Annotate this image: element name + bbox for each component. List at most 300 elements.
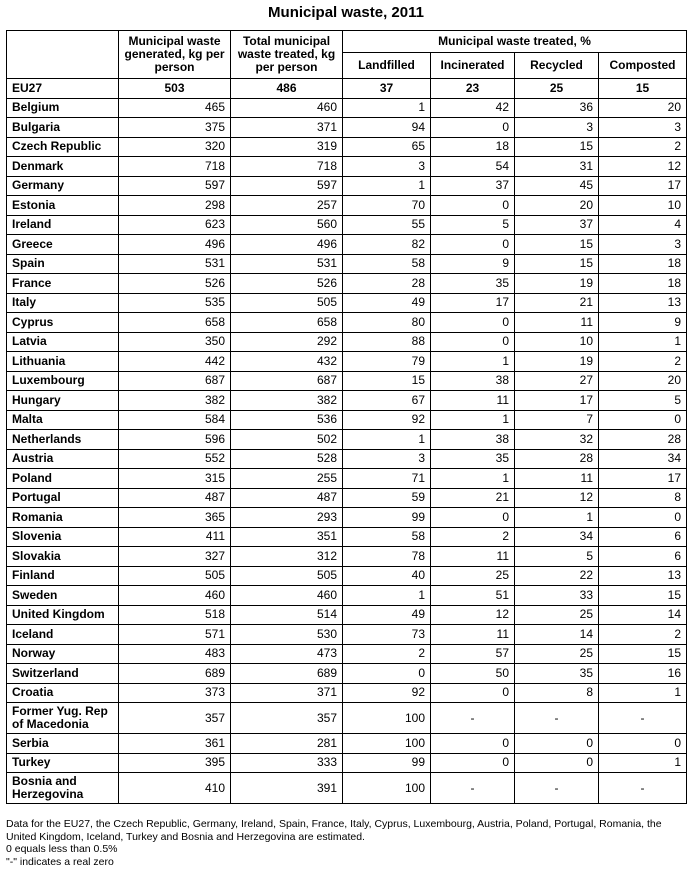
incinerated-cell: 11 (431, 547, 515, 567)
treated-cell: 658 (231, 313, 343, 333)
table-row (7, 753, 687, 773)
landfilled-cell: 71 (343, 469, 431, 489)
landfilled-cell: 99 (343, 508, 431, 528)
incinerated-cell: 17 (431, 293, 515, 313)
country-cell: Luxembourg (7, 371, 119, 391)
treated-cell: 528 (231, 449, 343, 469)
country-cell: Lithuania (7, 352, 119, 372)
generated-cell: 357 (119, 703, 231, 734)
landfilled-cell: 100 (343, 773, 431, 804)
generated-cell: 365 (119, 508, 231, 528)
landfilled-cell: 37 (343, 79, 431, 99)
table-row (7, 566, 687, 586)
table-row (7, 734, 687, 754)
composted-cell: 34 (599, 449, 687, 469)
table-row (7, 332, 687, 352)
footnotes (6, 818, 690, 868)
country-cell: Portugal (7, 488, 119, 508)
generated-cell: 465 (119, 98, 231, 118)
waste-table (6, 30, 687, 804)
country-cell: Czech Republic (7, 137, 119, 157)
recycled-cell: 45 (515, 176, 599, 196)
table-row (7, 488, 687, 508)
incinerated-cell: 5 (431, 215, 515, 235)
generated-cell: 596 (119, 430, 231, 450)
composted-cell: 1 (599, 753, 687, 773)
incinerated-cell: 1 (431, 469, 515, 489)
landfilled-cell: 73 (343, 625, 431, 645)
incinerated-cell: 0 (431, 734, 515, 754)
incinerated-cell: 23 (431, 79, 515, 99)
treated-cell: 257 (231, 196, 343, 216)
table-body (7, 79, 687, 804)
incinerated-cell: 21 (431, 488, 515, 508)
table-row (7, 664, 687, 684)
landfilled-cell: 0 (343, 664, 431, 684)
recycled-cell: 27 (515, 371, 599, 391)
generated-cell: 487 (119, 488, 231, 508)
composted-cell: 8 (599, 488, 687, 508)
footnote-estimated: Data for the EU27, the Czech Republic, Germany, Ireland, Spain, France, Italy, Cyprus, Luxembourg, Austria, Poland, Portugal, Romania, the United Kingdom, Iceland, Turkey and Bosnia and Herzegovina are estimated. (6, 818, 662, 843)
table-row (7, 605, 687, 625)
treated-cell: 382 (231, 391, 343, 411)
landfilled-cell: 1 (343, 586, 431, 606)
generated-cell: 518 (119, 605, 231, 625)
landfilled-cell: 79 (343, 352, 431, 372)
generated-cell: 483 (119, 644, 231, 664)
incinerated-cell: 12 (431, 605, 515, 625)
recycled-cell: 15 (515, 137, 599, 157)
landfilled-cell: 80 (343, 313, 431, 333)
landfilled-cell: 88 (343, 332, 431, 352)
country-cell: Bulgaria (7, 118, 119, 138)
incinerated-cell: 18 (431, 137, 515, 157)
table-row (7, 274, 687, 294)
treated-cell: 319 (231, 137, 343, 157)
table-row (7, 157, 687, 177)
header-composted: Composted (599, 53, 687, 79)
table-row (7, 98, 687, 118)
treated-cell: 432 (231, 352, 343, 372)
incinerated-cell: 9 (431, 254, 515, 274)
table-row (7, 527, 687, 547)
composted-cell: 2 (599, 625, 687, 645)
generated-cell: 411 (119, 527, 231, 547)
landfilled-cell: 15 (343, 371, 431, 391)
country-cell: Denmark (7, 157, 119, 177)
recycled-cell: 0 (515, 753, 599, 773)
landfilled-cell: 49 (343, 293, 431, 313)
treated-cell: 530 (231, 625, 343, 645)
generated-cell: 361 (119, 734, 231, 754)
country-cell: Finland (7, 566, 119, 586)
incinerated-cell: 0 (431, 235, 515, 255)
landfilled-cell: 2 (343, 644, 431, 664)
header-landfilled: Landfilled (343, 53, 431, 79)
composted-cell: 18 (599, 254, 687, 274)
table-row (7, 176, 687, 196)
landfilled-cell: 55 (343, 215, 431, 235)
landfilled-cell: 40 (343, 566, 431, 586)
recycled-cell: 15 (515, 254, 599, 274)
generated-cell: 395 (119, 753, 231, 773)
composted-cell: 17 (599, 176, 687, 196)
recycled-cell: 8 (515, 683, 599, 703)
header-treated: Total municipal waste treated, kg per person (231, 31, 343, 79)
country-cell: EU27 (7, 79, 119, 99)
treated-cell: 281 (231, 734, 343, 754)
composted-cell: 12 (599, 157, 687, 177)
treated-cell: 718 (231, 157, 343, 177)
composted-cell: - (599, 703, 687, 734)
composted-cell: 28 (599, 430, 687, 450)
composted-cell: 9 (599, 313, 687, 333)
recycled-cell: 25 (515, 79, 599, 99)
recycled-cell: 21 (515, 293, 599, 313)
country-cell: Ireland (7, 215, 119, 235)
landfilled-cell: 100 (343, 734, 431, 754)
table-row (7, 586, 687, 606)
incinerated-cell: 11 (431, 625, 515, 645)
footnote-dash: "-" indicates a real zero (6, 855, 114, 868)
landfilled-cell: 70 (343, 196, 431, 216)
treated-cell: 292 (231, 332, 343, 352)
incinerated-cell: 0 (431, 118, 515, 138)
generated-cell: 315 (119, 469, 231, 489)
treated-cell: 496 (231, 235, 343, 255)
composted-cell: 5 (599, 391, 687, 411)
table-row (7, 508, 687, 528)
generated-cell: 496 (119, 235, 231, 255)
country-cell: Cyprus (7, 313, 119, 333)
table-row (7, 547, 687, 567)
composted-cell: 18 (599, 274, 687, 294)
country-cell: Belgium (7, 98, 119, 118)
generated-cell: 350 (119, 332, 231, 352)
landfilled-cell: 3 (343, 449, 431, 469)
treated-cell: 333 (231, 753, 343, 773)
landfilled-cell: 99 (343, 753, 431, 773)
table-row (7, 137, 687, 157)
incinerated-cell: 0 (431, 332, 515, 352)
generated-cell: 460 (119, 586, 231, 606)
country-cell: United Kingdom (7, 605, 119, 625)
landfilled-cell: 49 (343, 605, 431, 625)
treated-cell: 502 (231, 430, 343, 450)
generated-cell: 535 (119, 293, 231, 313)
table-row (7, 215, 687, 235)
generated-cell: 531 (119, 254, 231, 274)
country-cell: Malta (7, 410, 119, 430)
country-cell: Sweden (7, 586, 119, 606)
treated-cell: 255 (231, 469, 343, 489)
composted-cell: 4 (599, 215, 687, 235)
table-row (7, 313, 687, 333)
recycled-cell: 31 (515, 157, 599, 177)
table-row (7, 449, 687, 469)
recycled-cell: 36 (515, 98, 599, 118)
treated-cell: 487 (231, 488, 343, 508)
landfilled-cell: 92 (343, 683, 431, 703)
generated-cell: 526 (119, 274, 231, 294)
composted-cell: 17 (599, 469, 687, 489)
composted-cell: 0 (599, 410, 687, 430)
composted-cell: 1 (599, 683, 687, 703)
country-cell: Austria (7, 449, 119, 469)
incinerated-cell: 1 (431, 352, 515, 372)
generated-cell: 623 (119, 215, 231, 235)
generated-cell: 327 (119, 547, 231, 567)
incinerated-cell: 2 (431, 527, 515, 547)
header-incinerated: Incinerated (431, 53, 515, 79)
incinerated-cell: 11 (431, 391, 515, 411)
generated-cell: 552 (119, 449, 231, 469)
recycled-cell: 3 (515, 118, 599, 138)
table-row (7, 773, 687, 804)
generated-cell: 689 (119, 664, 231, 684)
incinerated-cell: - (431, 703, 515, 734)
header-treated-percent: Municipal waste treated, % (343, 31, 687, 53)
treated-cell: 460 (231, 98, 343, 118)
treated-cell: 514 (231, 605, 343, 625)
treated-cell: 460 (231, 586, 343, 606)
country-cell: Turkey (7, 753, 119, 773)
page-title: Municipal waste, 2011 (268, 4, 424, 21)
composted-cell: 20 (599, 371, 687, 391)
incinerated-cell: 50 (431, 664, 515, 684)
landfilled-cell: 1 (343, 430, 431, 450)
generated-cell: 584 (119, 410, 231, 430)
incinerated-cell: - (431, 773, 515, 804)
table-row (7, 683, 687, 703)
treated-cell: 473 (231, 644, 343, 664)
country-cell: Croatia (7, 683, 119, 703)
country-cell: Netherlands (7, 430, 119, 450)
recycled-cell: 19 (515, 352, 599, 372)
composted-cell: 0 (599, 508, 687, 528)
generated-cell: 718 (119, 157, 231, 177)
recycled-cell: 11 (515, 313, 599, 333)
incinerated-cell: 57 (431, 644, 515, 664)
recycled-cell: 11 (515, 469, 599, 489)
country-cell: Italy (7, 293, 119, 313)
table-row (7, 352, 687, 372)
composted-cell: 15 (599, 586, 687, 606)
country-cell: Slovakia (7, 547, 119, 567)
landfilled-cell: 58 (343, 527, 431, 547)
landfilled-cell: 58 (343, 254, 431, 274)
landfilled-cell: 1 (343, 176, 431, 196)
landfilled-cell: 78 (343, 547, 431, 567)
landfilled-cell: 67 (343, 391, 431, 411)
country-cell: Estonia (7, 196, 119, 216)
treated-cell: 505 (231, 293, 343, 313)
header-country (7, 31, 119, 79)
generated-cell: 410 (119, 773, 231, 804)
generated-cell: 320 (119, 137, 231, 157)
generated-cell: 571 (119, 625, 231, 645)
incinerated-cell: 0 (431, 683, 515, 703)
composted-cell: - (599, 773, 687, 804)
generated-cell: 442 (119, 352, 231, 372)
composted-cell: 0 (599, 734, 687, 754)
landfilled-cell: 3 (343, 157, 431, 177)
composted-cell: 13 (599, 293, 687, 313)
composted-cell: 16 (599, 664, 687, 684)
landfilled-cell: 82 (343, 235, 431, 255)
country-cell: Iceland (7, 625, 119, 645)
landfilled-cell: 100 (343, 703, 431, 734)
landfilled-cell: 59 (343, 488, 431, 508)
treated-cell: 536 (231, 410, 343, 430)
composted-cell: 15 (599, 79, 687, 99)
treated-cell: 391 (231, 773, 343, 804)
table-row (7, 196, 687, 216)
landfilled-cell: 92 (343, 410, 431, 430)
landfilled-cell: 94 (343, 118, 431, 138)
table-row (7, 703, 687, 734)
recycled-cell: 37 (515, 215, 599, 235)
country-cell: Serbia (7, 734, 119, 754)
country-cell: Norway (7, 644, 119, 664)
recycled-cell: 12 (515, 488, 599, 508)
generated-cell: 375 (119, 118, 231, 138)
recycled-cell: 10 (515, 332, 599, 352)
recycled-cell: 5 (515, 547, 599, 567)
header-generated: Municipal waste generated, kg per person (119, 31, 231, 79)
treated-cell: 486 (231, 79, 343, 99)
footnote-zero: 0 equals less than 0.5% (6, 843, 118, 855)
composted-cell: 14 (599, 605, 687, 625)
composted-cell: 15 (599, 644, 687, 664)
incinerated-cell: 37 (431, 176, 515, 196)
generated-cell: 503 (119, 79, 231, 99)
incinerated-cell: 51 (431, 586, 515, 606)
incinerated-cell: 0 (431, 508, 515, 528)
generated-cell: 658 (119, 313, 231, 333)
country-cell: Bosnia and Herzegovina (7, 773, 119, 804)
composted-cell: 3 (599, 118, 687, 138)
table-row (7, 625, 687, 645)
treated-cell: 689 (231, 664, 343, 684)
generated-cell: 382 (119, 391, 231, 411)
incinerated-cell: 35 (431, 449, 515, 469)
recycled-cell: 35 (515, 664, 599, 684)
composted-cell: 1 (599, 332, 687, 352)
recycled-cell: 32 (515, 430, 599, 450)
incinerated-cell: 0 (431, 313, 515, 333)
recycled-cell: 0 (515, 734, 599, 754)
treated-cell: 357 (231, 703, 343, 734)
landfilled-cell: 65 (343, 137, 431, 157)
recycled-cell: 17 (515, 391, 599, 411)
recycled-cell: 20 (515, 196, 599, 216)
landfilled-cell: 28 (343, 274, 431, 294)
composted-cell: 20 (599, 98, 687, 118)
treated-cell: 371 (231, 118, 343, 138)
country-cell: Germany (7, 176, 119, 196)
recycled-cell: 28 (515, 449, 599, 469)
table-row (7, 79, 687, 99)
incinerated-cell: 42 (431, 98, 515, 118)
composted-cell: 2 (599, 352, 687, 372)
table-row (7, 469, 687, 489)
recycled-cell: 33 (515, 586, 599, 606)
recycled-cell: - (515, 703, 599, 734)
table-row (7, 391, 687, 411)
country-cell: Switzerland (7, 664, 119, 684)
table-row (7, 644, 687, 664)
incinerated-cell: 54 (431, 157, 515, 177)
table-row (7, 118, 687, 138)
recycled-cell: 1 (515, 508, 599, 528)
treated-cell: 687 (231, 371, 343, 391)
country-cell: Spain (7, 254, 119, 274)
recycled-cell: 15 (515, 235, 599, 255)
country-cell: Greece (7, 235, 119, 255)
treated-cell: 597 (231, 176, 343, 196)
treated-cell: 312 (231, 547, 343, 567)
treated-cell: 351 (231, 527, 343, 547)
country-cell: Latvia (7, 332, 119, 352)
recycled-cell: - (515, 773, 599, 804)
composted-cell: 3 (599, 235, 687, 255)
incinerated-cell: 0 (431, 196, 515, 216)
generated-cell: 373 (119, 683, 231, 703)
header-recycled: Recycled (515, 53, 599, 79)
generated-cell: 597 (119, 176, 231, 196)
recycled-cell: 14 (515, 625, 599, 645)
recycled-cell: 22 (515, 566, 599, 586)
treated-cell: 526 (231, 274, 343, 294)
incinerated-cell: 1 (431, 410, 515, 430)
incinerated-cell: 35 (431, 274, 515, 294)
composted-cell: 2 (599, 137, 687, 157)
generated-cell: 298 (119, 196, 231, 216)
recycled-cell: 25 (515, 605, 599, 625)
generated-cell: 505 (119, 566, 231, 586)
composted-cell: 13 (599, 566, 687, 586)
incinerated-cell: 25 (431, 566, 515, 586)
table-row (7, 293, 687, 313)
recycled-cell: 7 (515, 410, 599, 430)
table-row (7, 371, 687, 391)
country-cell: Poland (7, 469, 119, 489)
country-cell: Romania (7, 508, 119, 528)
landfilled-cell: 1 (343, 98, 431, 118)
country-cell: France (7, 274, 119, 294)
country-cell: Former Yug. Rep of Macedonia (7, 703, 119, 734)
recycled-cell: 25 (515, 644, 599, 664)
country-cell: Slovenia (7, 527, 119, 547)
recycled-cell: 19 (515, 274, 599, 294)
composted-cell: 10 (599, 196, 687, 216)
table-row (7, 410, 687, 430)
treated-cell: 531 (231, 254, 343, 274)
table-row (7, 235, 687, 255)
treated-cell: 293 (231, 508, 343, 528)
composted-cell: 6 (599, 527, 687, 547)
table-row (7, 430, 687, 450)
country-cell: Hungary (7, 391, 119, 411)
treated-cell: 371 (231, 683, 343, 703)
incinerated-cell: 0 (431, 753, 515, 773)
generated-cell: 687 (119, 371, 231, 391)
recycled-cell: 34 (515, 527, 599, 547)
treated-cell: 560 (231, 215, 343, 235)
incinerated-cell: 38 (431, 371, 515, 391)
composted-cell: 6 (599, 547, 687, 567)
